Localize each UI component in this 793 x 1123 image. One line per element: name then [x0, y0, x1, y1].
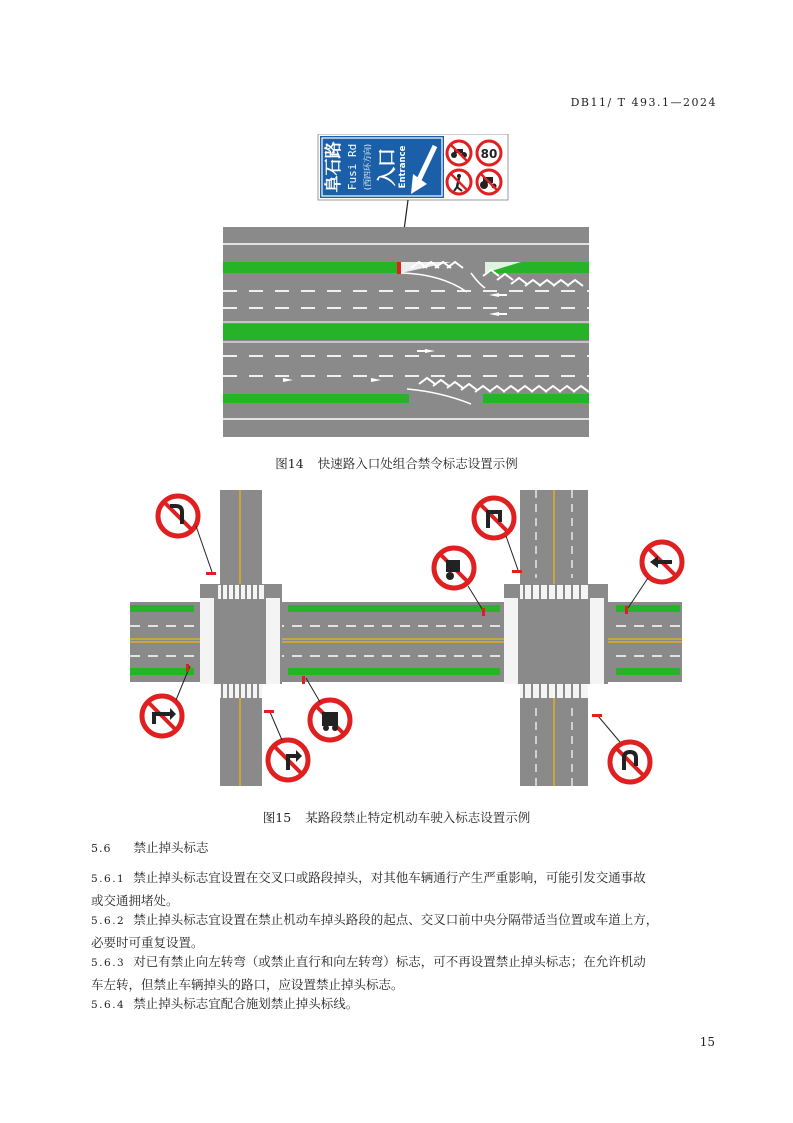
section-title: 禁止掉头标志	[133, 840, 209, 855]
figure-14-diagram	[221, 134, 591, 440]
no-tractor-sign-2	[434, 548, 474, 588]
speed-limit-sign	[477, 141, 501, 165]
figure-15-number: 图15	[262, 810, 292, 825]
no-left-turn-reverse-sign	[474, 498, 514, 538]
page-number: 15	[699, 1035, 715, 1049]
direction-note: (西四环方向)	[363, 143, 372, 191]
paragraph-text: 禁止掉头标志宜设置在禁止机动车掉头路段的起点、交叉口前中央分隔带适当位置或车道上方，	[133, 912, 659, 927]
entrance-cn: 入口	[376, 147, 398, 187]
figure-15-diagram	[128, 488, 688, 790]
intersection-road-network	[130, 490, 682, 786]
no-pedestrian-sign	[447, 170, 471, 194]
no-tractor-sign	[477, 170, 501, 194]
paragraph-number: 5.6.1	[91, 873, 126, 885]
paragraph-text: 或交通拥堵处。	[91, 893, 179, 908]
no-left-u-turn-sign	[158, 496, 198, 536]
no-left-turn-sign	[642, 542, 682, 582]
no-motorcycle-sign	[447, 141, 471, 165]
figure-14-title: 快速路入口处组合禁令标志设置示例	[317, 456, 518, 471]
paragraph-number: 5.6.2	[91, 915, 126, 927]
document-code: DB11/ T 493.1—2024	[570, 96, 717, 109]
no-left-turn-uturn-sign	[268, 740, 308, 780]
figure-15-caption	[0, 808, 793, 826]
figure-15-title: 某路段禁止特定机动车驶入标志设置示例	[305, 810, 531, 825]
road-name-en: Fusi Rd	[346, 143, 359, 191]
paragraph-number: 5.6.3	[91, 957, 126, 969]
expressway-road	[223, 227, 589, 437]
paragraph-5-6-2	[91, 909, 721, 953]
paragraph-5-6-1	[91, 867, 721, 911]
paragraph-text: 禁止掉头标志宜设置在交叉口或路段掉头，对其他车辆通行产生严重影响，可能引发交通事故	[133, 870, 646, 885]
speed-limit-value: 80	[480, 147, 498, 161]
paragraph-text: 对已有禁止向左转弯（或禁止直行和向左转弯）标志，可不再设置禁止掉头标志；在允许机动	[133, 954, 646, 969]
paragraph-5-6-3	[91, 951, 721, 995]
no-u-turn-sign	[610, 742, 650, 782]
no-truck-sign	[310, 700, 350, 740]
section-number: 5.6	[91, 842, 112, 855]
figure-14-caption	[0, 454, 793, 472]
paragraph-5-6-4	[91, 993, 721, 1016]
no-right-turn-sign	[142, 696, 182, 736]
paragraph-text: 禁止掉头标志宜配合施划禁止掉头标线。	[133, 996, 359, 1011]
entrance-en: Entrance	[398, 145, 408, 189]
paragraph-text: 必要时可重复设置。	[91, 935, 204, 950]
section-heading	[91, 838, 209, 856]
figure-14-number: 图14	[275, 456, 304, 471]
road-name-cn: 阜石路	[324, 141, 344, 193]
paragraph-number: 5.6.4	[91, 999, 126, 1011]
paragraph-text: 车左转，但禁止车辆掉头的路口，应设置禁止掉头标志。	[91, 977, 404, 992]
